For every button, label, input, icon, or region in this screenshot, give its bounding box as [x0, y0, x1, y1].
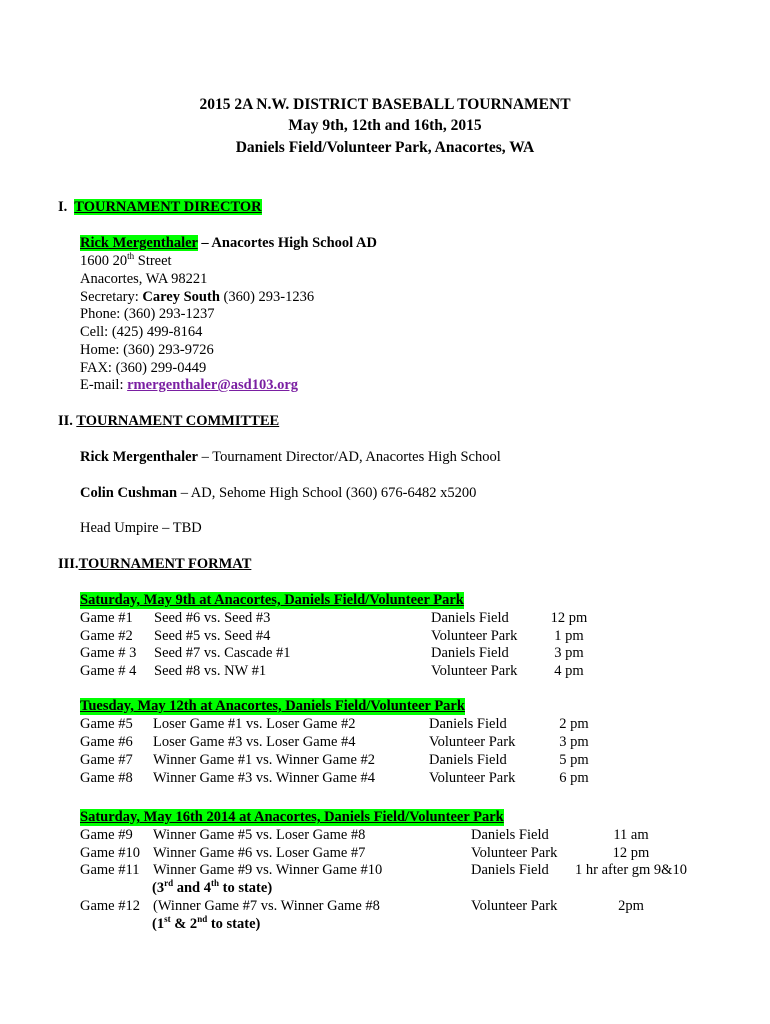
- game-number: Game # 4: [80, 663, 137, 679]
- game-time: 2 pm: [559, 716, 589, 732]
- director-city: Anacortes, WA 98221: [80, 271, 208, 287]
- game-time: 2pm: [618, 898, 644, 914]
- day-2-heading: Tuesday, May 12th at Anacortes, Daniels Field/Volunteer Park: [80, 698, 465, 714]
- game-matchup: Loser Game #3 vs. Loser Game #4: [153, 734, 356, 750]
- game-number: Game # 3: [80, 645, 137, 661]
- director-address: 1600 20th Street: [80, 251, 172, 269]
- game-row: [0, 898, 770, 915]
- game-matchup: Winner Game #9 vs. Winner Game #10: [153, 862, 383, 878]
- game-matchup: Winner Game #6 vs. Loser Game #7: [153, 845, 366, 861]
- director-title: – Anacortes High School AD: [197, 235, 377, 251]
- game-number: Game #11: [80, 862, 140, 878]
- game-row: [0, 663, 770, 680]
- game-matchup: Winner Game #5 vs. Loser Game #8: [153, 827, 366, 843]
- game-12-note: (1st & 2nd to state): [152, 914, 261, 932]
- game-number: Game #10: [80, 845, 140, 861]
- game-time: 5 pm: [559, 752, 589, 768]
- game-time: 12 pm: [550, 610, 588, 626]
- game-row: [0, 645, 770, 662]
- section-2-title: TOURNAMENT COMMITTEE: [76, 413, 280, 429]
- game-time: 3 pm: [554, 645, 584, 661]
- game-field: Daniels Field: [431, 645, 509, 661]
- game-matchup: (Winner Game #7 vs. Winner Game #8: [153, 898, 380, 914]
- game-field: Volunteer Park: [429, 734, 516, 750]
- game-matchup: Seed #8 vs. NW #1: [154, 663, 267, 679]
- game-field: Daniels Field: [429, 716, 507, 732]
- secretary-line: Secretary: Carey South (360) 293-1236: [80, 289, 315, 305]
- game-field: Daniels Field: [471, 862, 549, 878]
- game-number: Game #2: [80, 628, 133, 644]
- game-matchup: Seed #5 vs. Seed #4: [154, 628, 271, 644]
- game-row: [0, 610, 770, 627]
- game-time: 12 pm: [612, 845, 650, 861]
- game-field: Daniels Field: [429, 752, 507, 768]
- game-matchup: Seed #7 vs. Cascade #1: [154, 645, 291, 661]
- game-time: 6 pm: [559, 770, 589, 786]
- game-row: [0, 752, 770, 769]
- game-row: [0, 628, 770, 645]
- phone-line: Phone: (360) 293-1237: [80, 306, 215, 322]
- game-matchup: Seed #6 vs. Seed #3: [154, 610, 271, 626]
- game-row: [0, 862, 770, 879]
- game-field: Volunteer Park: [471, 898, 558, 914]
- section-2-number: II.: [58, 413, 73, 429]
- game-number: Game #12: [80, 898, 140, 914]
- game-number: Game #7: [80, 752, 133, 768]
- game-number: Game #5: [80, 716, 133, 732]
- day-1-heading: Saturday, May 9th at Anacortes, Daniels Field/Volunteer Park: [80, 592, 464, 608]
- game-number: Game #6: [80, 734, 133, 750]
- doc-title: 2015 2A N.W. DISTRICT BASEBALL TOURNAMENT: [199, 96, 571, 113]
- game-row: [0, 734, 770, 751]
- game-time: 3 pm: [559, 734, 589, 750]
- section-1-heading: [58, 199, 262, 216]
- game-matchup: Winner Game #1 vs. Winner Game #2: [153, 752, 376, 768]
- game-11-note: (3rd and 4th to state): [152, 878, 273, 896]
- secretary-name: Carey South: [142, 289, 220, 305]
- game-number: Game #1: [80, 610, 133, 626]
- game-time: 11 am: [613, 827, 649, 843]
- doc-location: Daniels Field/Volunteer Park, Anacortes, WA: [235, 139, 535, 156]
- committee-member-1: Rick Mergenthaler – Tournament Director/AD, Anacortes High School: [80, 449, 501, 465]
- home-line: Home: (360) 293-9726: [80, 342, 214, 358]
- game-matchup: Loser Game #1 vs. Loser Game #2: [153, 716, 356, 732]
- committee-member-3: Head Umpire – TBD: [80, 520, 202, 536]
- game-field: Volunteer Park: [431, 628, 518, 644]
- section-1-number: I.: [58, 199, 68, 215]
- section-1-title: TOURNAMENT DIRECTOR: [74, 199, 262, 215]
- game-time: 1 hr after gm 9&10: [575, 862, 687, 878]
- game-row: [0, 845, 770, 862]
- section-3-number: III.: [58, 556, 79, 572]
- day-3-heading: Saturday, May 16th 2014 at Anacortes, Daniels Field/Volunteer Park: [80, 809, 504, 825]
- section-2-heading: [58, 413, 279, 430]
- email-line: E-mail: rmergenthaler@asd103.org: [80, 377, 299, 393]
- game-number: Game #9: [80, 827, 133, 843]
- game-time: 4 pm: [554, 663, 584, 679]
- game-matchup: Winner Game #3 vs. Winner Game #4: [153, 770, 376, 786]
- director-line: [80, 235, 377, 252]
- committee-member-2: Colin Cushman – AD, Sehome High School (360) 676-6482 x5200: [80, 485, 477, 501]
- game-field: Volunteer Park: [431, 663, 518, 679]
- game-row: [0, 770, 770, 787]
- game-field: Daniels Field: [471, 827, 549, 843]
- game-row: [0, 827, 770, 844]
- game-field: Volunteer Park: [471, 845, 558, 861]
- game-field: Volunteer Park: [429, 770, 516, 786]
- game-field: Daniels Field: [431, 610, 509, 626]
- fax-line: FAX: (360) 299-0449: [80, 360, 207, 376]
- section-3-title: TOURNAMENT FORMAT: [78, 556, 252, 572]
- game-number: Game #8: [80, 770, 133, 786]
- game-row: [0, 716, 770, 733]
- cell-line: Cell: (425) 499-8164: [80, 324, 203, 340]
- director-name: Rick Mergenthaler: [80, 235, 198, 251]
- doc-dates: May 9th, 12th and 16th, 2015: [288, 117, 482, 134]
- section-3-heading: [58, 556, 251, 573]
- game-time: 1 pm: [554, 628, 584, 644]
- email-link[interactable]: rmergenthaler@asd103.org: [127, 377, 299, 393]
